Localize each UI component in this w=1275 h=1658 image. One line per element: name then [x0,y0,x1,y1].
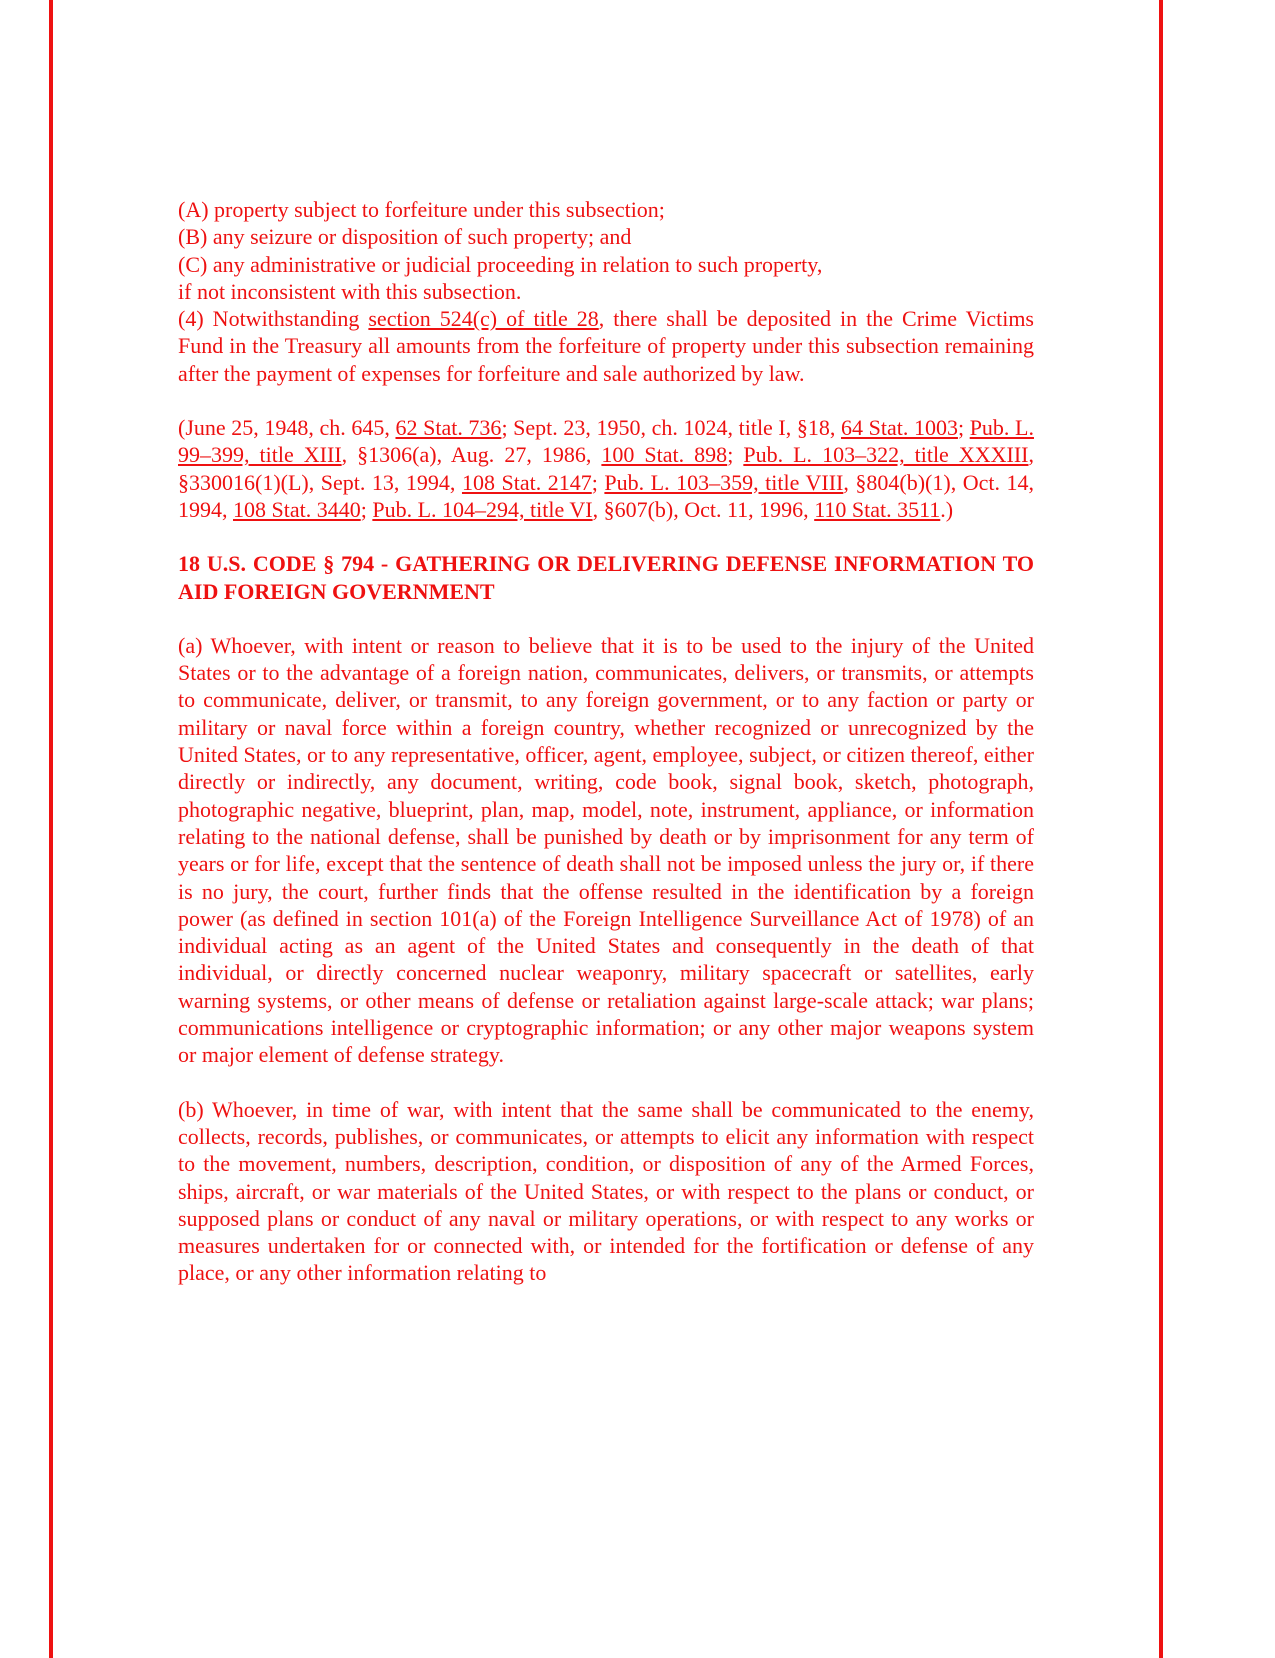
history-text: (June 25, 1948, ch. 645, [178,415,396,441]
paragraph-4-lead: (4) Notwithstanding [178,306,369,332]
link-100-stat-898[interactable]: 100 Stat. 898 [601,442,728,468]
paragraph-a: (a) Whoever, with intent or reason to believe that it is to be used to the injury of the United States or to the advantage of a foreign nation, communicates, delivers, or transmits, or attempts to communicate, deliver, or transmit, to any foreign government, or to any faction or party or military or naval force within a foreign country, whether recognized or unrecognized by the United States, or to any representative, officer, agent, employee, subject, or citizen thereof, either directly or indirectly, any document, writing, code book, signal book, sketch, photograph, photographic negative, blueprint, plan, map, model, note, instrument, appliance, or information relating to the national defense, shall be punished by death or by imprisonment for any term of years or for life, except that the sentence of death shall not be imposed unless the jury or, if there is no jury, the court, further finds that the offense resulted in the identification by a foreign power (as defined in section 101(a) of the Foreign Intelligence Surveillance Act of 1978) of an individual acting as an agent of the United States and consequently in the death of that individual, or directly concerned nuclear weaponry, military spacecraft or satellites, early warning systems, or other means of defense or retaliation against large-scale attack; war plans; communications intelligence or cryptographic information; or any other major weapons system or major element of defense strategy. [178,632,1034,1068]
document-body [178,196,1034,1287]
paragraph-4 [178,305,1034,387]
section-heading: 18 U.S. CODE § 794 - GATHERING OR DELIVERING DEFENSE INFORMATION TO AID FOREIGN GOVERNMENT [178,551,1034,604]
list-item-b: (B) any seizure or disposition of such property; and [178,224,632,250]
history-text: ; [727,442,744,468]
history-text: ; Sept. 23, 1950, ch. 1024, title I, §18, [501,415,841,441]
list-item-a: (A) property subject to forfeiture under this subsection; [178,197,665,222]
history-text: , §804(b)(1), Oct. 14, 1994, [178,469,1035,522]
history-text: ; [591,469,605,495]
history-text: , §330016(1)(L), Sept. 13, 1994, [178,442,1034,495]
history-text: ; [957,415,970,441]
spacer [178,1069,1034,1096]
link-110-stat-3511[interactable]: 110 Stat. 3511 [814,496,941,522]
history-text: , §1306(a), Aug. 27, 1986, [341,442,602,468]
link-64-stat-1003[interactable]: 64 Stat. 1003 [841,415,958,441]
link-108-stat-2147[interactable]: 108 Stat. 2147 [461,469,592,495]
link-pub-l-99-399[interactable]: Pub. L. 99–399, title XIII [178,415,1034,468]
history-notes [178,414,1034,523]
spacer [178,387,1034,414]
link-62-stat-736[interactable]: 62 Stat. 736 [395,415,502,441]
link-section-524c-title-28[interactable]: section 524(c) of title 28 [368,306,599,332]
link-pub-l-103-359[interactable]: Pub. L. 103–359, title VIII [604,469,844,495]
history-text: .) [940,496,954,522]
paragraph-4-body: , there shall be deposited in the Crime Victims Fund in the Treasury all amounts from the forfeiture of property under this subsection remaining after the payment of expenses for forfeiture and sale authorized by law. [178,306,1034,386]
link-pub-l-103-322[interactable]: Pub. L. 103–322, title XXXIII [743,442,1029,468]
list-item-c: (C) any administrative or judicial proceeding in relation to such property, [178,251,823,277]
spacer [178,605,1034,632]
list-trailing-clause: if not inconsistent with this subsection. [178,278,522,304]
paragraph-b: (b) Whoever, in time of war, with intent that the same shall be communicated to the enemy, collects, records, publishes, or communicates, or attempts to elicit any information with respect to the movement, numbers, description, condition, or disposition of any of the Armed Forces, ships, aircraft, or war materials of the United States, or with respect to the plans or conduct, or supposed plans or conduct of any naval or military operations, or with respect to any works or measures undertaken for or connected with, or intended for the fortification or defense of any place, or any other information relating to [178,1096,1034,1286]
link-108-stat-3440[interactable]: 108 Stat. 3440 [233,496,361,522]
link-pub-l-104-294[interactable]: Pub. L. 104–294, title VI [372,496,593,522]
history-text: , §607(b), Oct. 11, 1996, [592,496,815,522]
spacer [178,523,1034,550]
history-text: ; [360,496,373,522]
